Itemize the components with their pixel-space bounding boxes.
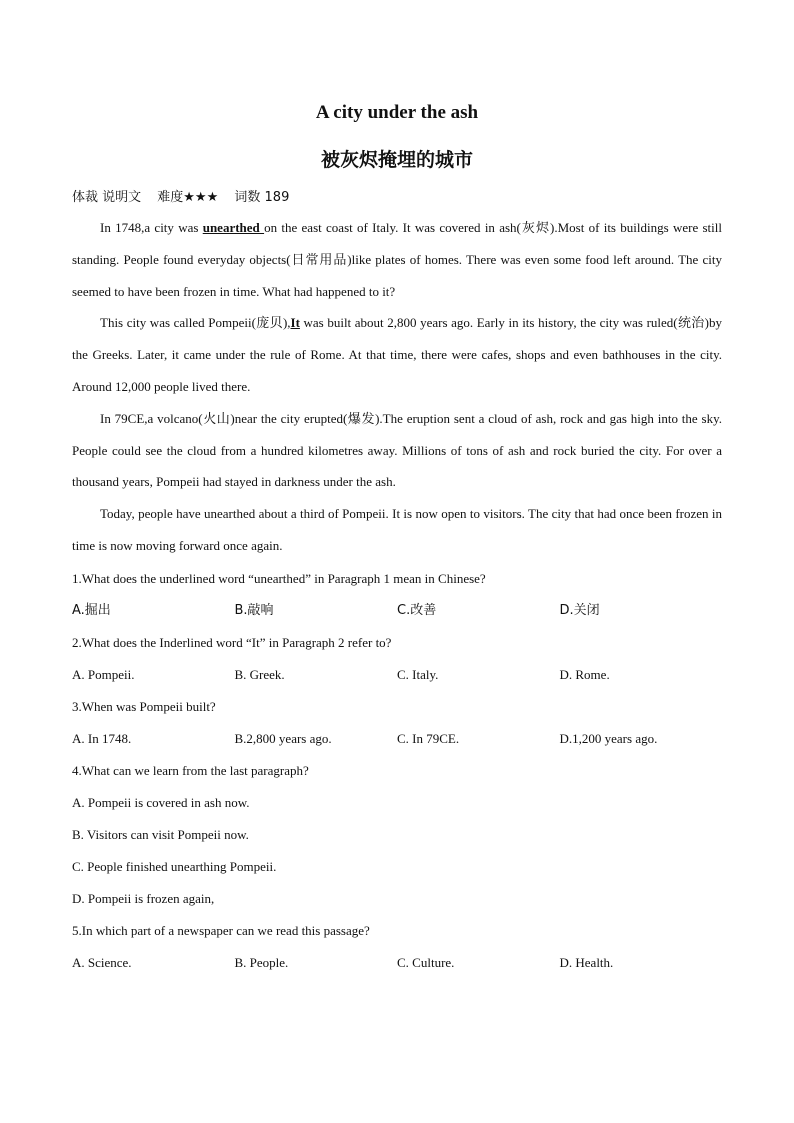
title-english: A city under the ash bbox=[315, 102, 479, 123]
question-stem: 5.In which part of a newspaper can we read this passage? bbox=[72, 923, 370, 938]
question-stem: 1.What does the underlined word “unearthed” in Paragraph 1 mean in Chinese? bbox=[72, 571, 486, 586]
underlined-word-it: It bbox=[290, 315, 300, 331]
option-d: D. Pompeii is frozen again, bbox=[72, 891, 215, 906]
genre-label: 体裁 说明文 bbox=[72, 190, 142, 205]
option-b: B. Visitors can visit Pompeii now. bbox=[72, 827, 249, 842]
paragraph-3: In 79CE,a volcano(火山)near the city erupted(爆发).The eruption sent a cloud of ash, rock and gas high into the sky. People could see the cloud from a hundred kilometres away. Millions of tons of ash and rock buried the city. For over a thousand years, Pompeii had stayed in darkness under the ash. bbox=[72, 410, 722, 490]
option-c: C. Culture. bbox=[397, 955, 455, 970]
paragraph-1: In 1748,a city was unearthed on the east coast of Italy. It was covered in ash(灰烬).Most of its buildings were still standing. People found everyday objects(日常用品)like plates of homes. There was even some food left around. The city seemed to have been frozen in time. What had happened to it? bbox=[72, 220, 723, 299]
underlined-word-unearthed: unearthed bbox=[202, 220, 265, 235]
word-count-label: 词数 189 bbox=[234, 190, 290, 205]
paragraph-2: This city was called Pompeii(庞贝),It was built about 2,800 years ago. Early in its history, the city was ruled(统治)by the Greeks. Later, it came under the rule of Rome. At that time, there were cafes, shops and even bathhouses in the city. Around 12,000 people lived there. bbox=[72, 315, 722, 394]
option-a: A.掘出 bbox=[72, 603, 111, 618]
question-options bbox=[72, 595, 722, 627]
question-stem: 2.What does the Inderlined word “It” in Paragraph 2 refer to? bbox=[72, 635, 392, 650]
option-b: B. Greek. bbox=[234, 667, 285, 682]
reading-passage bbox=[72, 212, 722, 562]
option-c: C. In 79CE. bbox=[397, 731, 460, 746]
option-a: A. Pompeii. bbox=[72, 667, 135, 682]
question-options bbox=[72, 723, 722, 755]
option-a: A. Science. bbox=[72, 955, 132, 970]
question-stem: 4.What can we learn from the last paragraph? bbox=[72, 763, 309, 778]
option-d: D. Rome. bbox=[559, 667, 610, 682]
title-chinese: 被灰烬掩埋的城市 bbox=[320, 149, 473, 171]
option-a: A. Pompeii is covered in ash now. bbox=[72, 795, 250, 810]
question-options bbox=[72, 947, 722, 979]
option-c: C. Italy. bbox=[397, 667, 439, 682]
option-c: C. People finished unearthing Pompeii. bbox=[72, 859, 277, 874]
paragraph-4: Today, people have unearthed about a third of Pompeii. It is now open to visitors. The city that had once been frozen in time is now moving forward once again. bbox=[72, 506, 722, 553]
option-b: B. People. bbox=[234, 955, 289, 970]
option-b: B.敲响 bbox=[234, 603, 274, 618]
option-d: D.1,200 years ago. bbox=[559, 731, 658, 746]
passage-meta bbox=[72, 186, 301, 205]
option-b: B.2,800 years ago. bbox=[234, 731, 332, 746]
question-stem: 3.When was Pompeii built? bbox=[72, 699, 216, 714]
difficulty-label: 难度★★★ bbox=[157, 190, 219, 205]
option-d: D. Health. bbox=[559, 955, 614, 970]
question-list bbox=[72, 563, 722, 979]
option-a: A. In 1748. bbox=[72, 731, 132, 746]
option-d: D.关闭 bbox=[559, 603, 600, 618]
option-c: C.改善 bbox=[397, 603, 437, 618]
question-options bbox=[72, 659, 722, 691]
